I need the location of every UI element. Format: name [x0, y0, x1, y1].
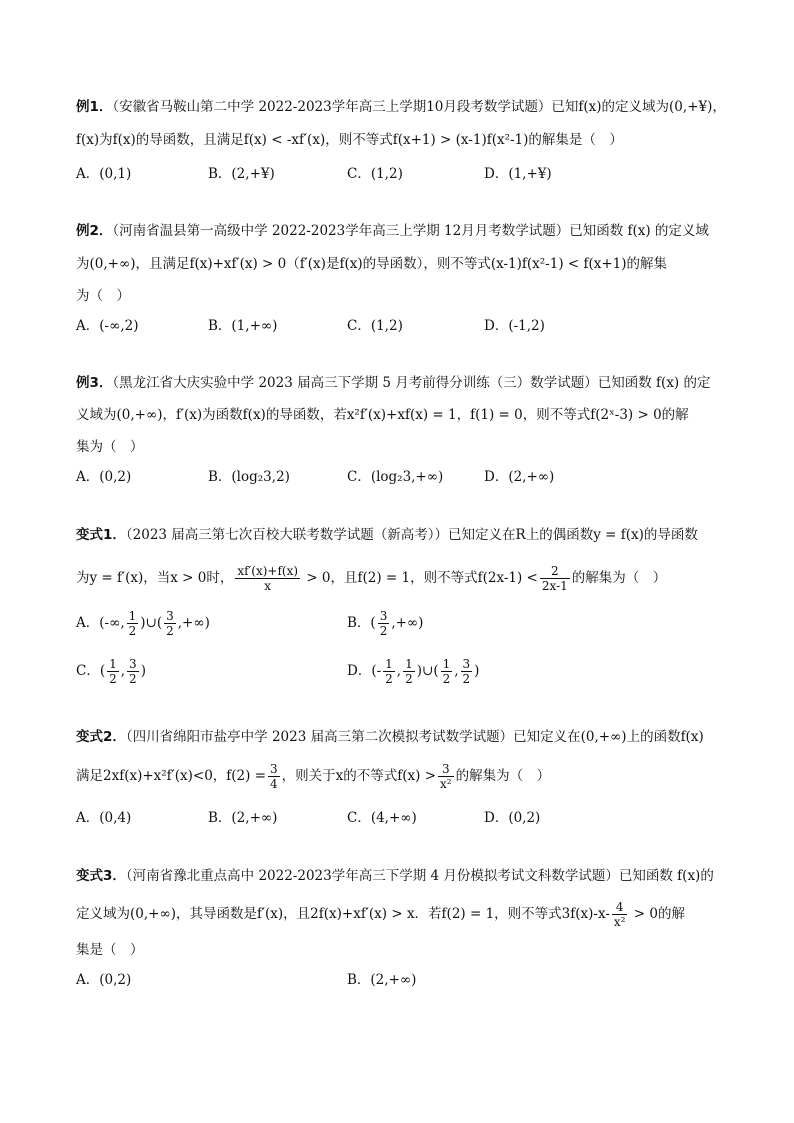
v1-stem-2b: > 0，且f(2) = 1，则不等式f(2x-1) < [302, 570, 538, 586]
q1-option-c[interactable]: C．(1,2) [347, 166, 403, 182]
q2-line2 [76, 254, 736, 276]
v2-stem-2a: 满足2xf(x)+x²f′(x)<0，f(2) = [76, 768, 267, 784]
q2-stem-1: （河南省温县第一高级中学 2022-2023学年高三上学期 12月月考数学试题）已知函数 f(x) 的定义域 [112, 223, 709, 239]
v2-option-a[interactable]: A．(0,4) [76, 810, 132, 826]
q3-line2 [76, 405, 736, 427]
v1-option-a-mid: )∪( [140, 615, 163, 631]
frac-num: 1 [442, 657, 451, 671]
frac-den: 2 [385, 672, 393, 686]
v1-option-d-post: ) [474, 663, 480, 679]
v3-option-a[interactable]: A．(0,2) [76, 972, 132, 988]
v1-fraction-1-num: xf′(x)+f(x) [237, 564, 299, 578]
q3-option-d[interactable]: D．(2,+∞) [484, 469, 555, 485]
q2-option-a[interactable]: A．(-∞,2) [76, 318, 139, 334]
q3-option-a[interactable]: A．(0,2) [76, 469, 132, 485]
q3-stem-3: 集为（ ） [76, 439, 144, 455]
v1-option-d-pre: D．(- [347, 663, 382, 679]
v1-option-a-post: ,+∞) [177, 615, 210, 631]
v1-option-d-mid: , [396, 663, 402, 679]
v3-stem-2a: 定义域为(0,+∞)，其导函数是f′(x)，且2f(x)+xf′(x) > x．若f(2) = 1，则不等式3f(x)-x- [76, 906, 610, 922]
v3-line3 [76, 940, 736, 962]
q3-option-b[interactable]: B．(log₂3,2) [208, 469, 290, 485]
q2-option-d[interactable]: D．(-1,2) [484, 318, 545, 334]
q1-label: 例1． [76, 99, 113, 115]
v1-option-b-post: ,+∞) [391, 615, 424, 631]
v1-stem-1: （2023 届高三第七次百校大联考数学试题（新高考））已知定义在R上的偶函数y = f(x)的导函数 [125, 527, 698, 543]
v1-option-c-post: ) [140, 663, 146, 679]
q2-option-b[interactable]: B．(1,+∞) [208, 318, 278, 334]
v1-option-b[interactable] [347, 608, 423, 638]
frac-num: 3 [462, 657, 471, 671]
v3-stem-1: （河南省豫北重点高中 2022-2023学年高三下学期 4 月份模拟考试文科数学试题）已知函数 f(x)的 [125, 868, 714, 884]
v2-fraction-1-num: 3 [270, 762, 278, 776]
v3-line2 [76, 897, 736, 931]
q2-stem-3: 为（ ） [76, 288, 130, 304]
v1-option-c-pre: C．( [76, 663, 106, 679]
v2-option-b[interactable]: B．(2,+∞) [208, 810, 278, 826]
frac-den: 2 [128, 624, 137, 638]
v1-option-d-frac3 [441, 657, 453, 686]
v3-line1 [76, 866, 736, 888]
q2-label: 例2． [76, 223, 113, 239]
q1-option-a[interactable]: A．(0,1) [76, 166, 132, 182]
v1-option-c-mid: , [120, 663, 126, 679]
q1-stem-2: f(x)为f(x)的导函数，且满足f(x) < -xf′(x)，则不等式f(x+1) > (x-1)f(x²-1)的解集是（ ） [76, 132, 623, 148]
v1-option-d-frac1 [383, 657, 395, 686]
frac-num: 1 [405, 657, 413, 671]
v1-option-c-frac1 [107, 657, 119, 686]
v1-label: 变式1． [76, 527, 126, 543]
q2-option-c[interactable]: C．(1,2) [347, 318, 403, 334]
v1-fraction-1 [235, 564, 300, 593]
v1-fraction-2 [540, 564, 570, 593]
q1-option-d[interactable]: D．(1,+¥) [484, 166, 552, 182]
v1-option-d[interactable] [347, 656, 479, 686]
q1-option-b[interactable]: B．(2,+¥) [208, 166, 275, 182]
q1-stem-1: （安徽省马鞍山第二中学 2022-2023学年高三上学期10月段考数学试题）已知f(x)的定义域为(0,+¥)， [112, 99, 726, 115]
frac-den: 2 [462, 672, 471, 686]
v2-fraction-1 [268, 762, 280, 791]
v1-option-d-frac4 [461, 657, 473, 686]
v2-fraction-2-num: 3 [438, 762, 454, 777]
v2-fraction-2-den: x² [440, 777, 452, 791]
q2-stem-2: 为(0,+∞)，且满足f(x)+xf′(x) > 0（f′(x)是f(x)的导函数），则不等式(x-1)f(x²-1) < f(x+1)的解集 [76, 256, 668, 272]
v1-option-c[interactable] [76, 656, 146, 686]
v3-fraction-den: x² [613, 915, 626, 929]
v1-option-d-mid2: )∪( [416, 663, 439, 679]
v2-line2 [76, 759, 736, 793]
frac-num: 3 [379, 609, 388, 623]
v1-line1 [76, 525, 736, 547]
v2-stem-1: （四川省绵阳市盐亭中学 2023 届高三第二次模拟考试数学试题）已知定义在(0,+∞)上的函数f(x) [125, 729, 704, 745]
frac-num: 3 [129, 657, 137, 671]
q2-line3 [76, 286, 736, 308]
v3-stem-3: 集是（ ） [76, 942, 144, 958]
v1-option-c-frac2 [127, 657, 139, 686]
q3-option-c[interactable]: C．(log₂3,+∞) [347, 469, 444, 485]
frac-den: 2 [109, 672, 117, 686]
v1-stem-2c: 的解集为（ ） [571, 570, 667, 586]
v2-line1 [76, 727, 736, 749]
v1-fraction-2-num: 2 [540, 564, 570, 579]
frac-den: 2 [379, 624, 388, 638]
v1-stem-2a: 为y = f′(x)，当x > 0时， [76, 570, 234, 586]
v2-stem-2b: ，则关于x的不等式f(x) > [281, 768, 437, 784]
v2-fraction-1-den: 4 [270, 777, 278, 791]
v3-option-b[interactable]: B．(2,+∞) [347, 972, 417, 988]
v1-option-a-pre: A．(-∞, [76, 615, 125, 631]
q3-stem-1: （黑龙江省大庆实验中学 2023 届高三下学期 5 月考前得分训练（三）数学试题）已知函数 f(x) 的定 [112, 375, 711, 391]
frac-num: 1 [385, 657, 393, 671]
v2-option-c[interactable]: C．(4,+∞) [347, 810, 417, 826]
v3-fraction-num: 4 [612, 900, 628, 915]
v2-stem-2c: 的解集为（ ） [455, 768, 551, 784]
q3-line3 [76, 437, 736, 459]
v1-option-b-frac [378, 609, 390, 638]
v1-fraction-2-den: 2x-1 [541, 579, 568, 593]
v3-fraction [612, 900, 628, 929]
q1-line2 [76, 130, 736, 152]
frac-num: 1 [128, 609, 137, 623]
v2-fraction-2 [438, 762, 454, 791]
frac-den: 2 [442, 672, 451, 686]
v3-label: 变式3． [76, 868, 126, 884]
q2-line1 [76, 221, 736, 243]
v1-option-d-mid3: , [454, 663, 459, 679]
q3-label: 例3． [76, 375, 113, 391]
frac-num: 1 [109, 657, 117, 671]
v1-option-a[interactable] [76, 608, 210, 638]
v1-option-a-frac1 [127, 609, 139, 638]
frac-num: 3 [166, 609, 174, 623]
frac-den: 2 [166, 624, 174, 638]
v1-option-a-frac2 [164, 609, 176, 638]
v2-label: 变式2． [76, 729, 126, 745]
v1-fraction-1-den: x [264, 579, 272, 593]
frac-den: 2 [405, 672, 413, 686]
q3-stem-2: 义域为(0,+∞)，f′(x)为函数f(x)的导函数，若x²f′(x)+xf(x) = 1，f(1) = 0，则不等式f(2ˣ-3) > 0的解 [76, 407, 689, 423]
q1-line1 [76, 97, 736, 119]
v1-option-d-frac2 [403, 657, 415, 686]
v1-option-b-pre: B．( [347, 615, 376, 631]
v2-option-d[interactable]: D．(0,2) [484, 810, 541, 826]
frac-den: 2 [129, 672, 137, 686]
q3-line1 [76, 373, 736, 395]
v1-line2 [76, 560, 736, 596]
v3-stem-2b: > 0的解 [629, 906, 685, 922]
